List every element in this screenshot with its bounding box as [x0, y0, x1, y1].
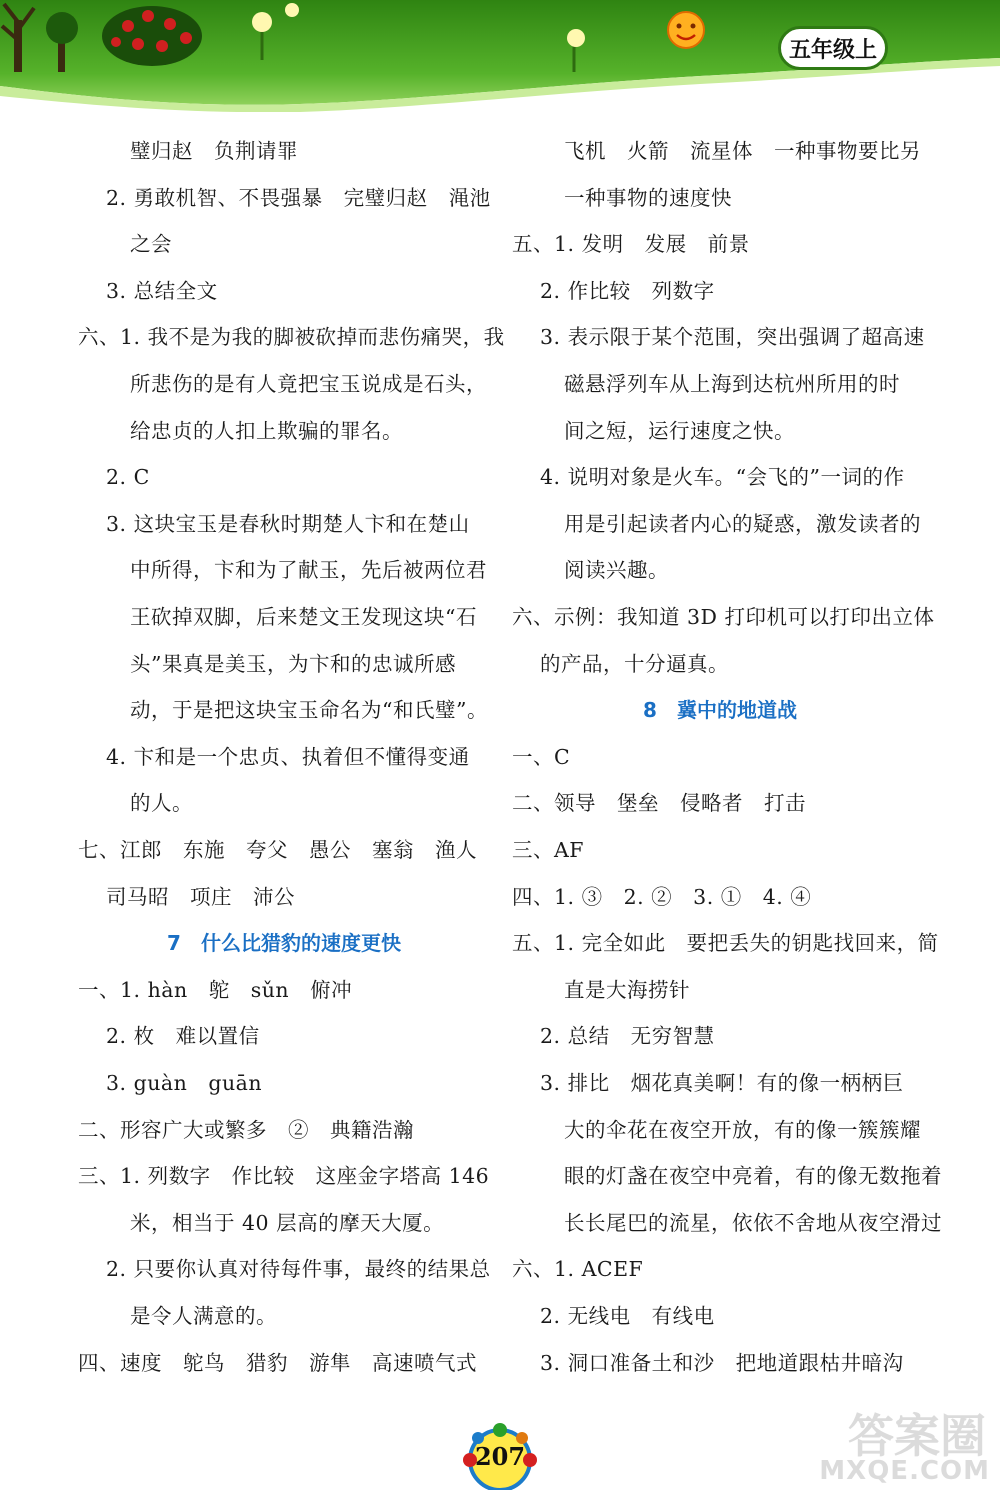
answer-line: 3. guàn guān — [106, 1071, 263, 1095]
answer-line: 中所得，卞和为了献玉，先后被两位君 — [130, 558, 487, 583]
answer-line: 七、江郎 东施 夸父 愚公 塞翁 渔人 — [78, 838, 477, 862]
header-banner — [0, 0, 1000, 112]
answer-line: 3. 总结全文 — [106, 278, 218, 303]
answer-line: 一、C — [512, 744, 571, 769]
answer-line: 阅读兴趣。 — [564, 558, 669, 583]
answer-line: 用是引起读者内心的疑惑，激发读者的 — [564, 511, 921, 536]
answer-line: 2. 作比较 列数字 — [540, 278, 715, 303]
answer-line: 王砍掉双脚，后来楚文王发现这块“石 — [130, 605, 477, 629]
answer-line: 之会 — [130, 232, 172, 257]
answer-line: 动，于是把这块宝玉命名为“和氏璧”。 — [130, 698, 488, 723]
answer-line: 3. 洞口准备土和沙 把地道跟枯井暗沟 — [540, 1350, 904, 1375]
answer-line: 三、AF — [512, 838, 585, 862]
answer-line: 三、1. 列数字 作比较 这座金字塔高 146 — [78, 1164, 490, 1189]
page-number-badge — [448, 1420, 552, 1490]
watermark — [800, 1400, 990, 1490]
section-heading: 什么比猎豹的速度更快 — [200, 931, 401, 956]
answer-line: 二、形容广大或繁多 ② 典籍浩瀚 — [78, 1117, 414, 1142]
answer-line: 4. 说明对象是火车。“会飞的”一词的作 — [540, 465, 905, 490]
answer-line: 六、示例：我知道 3D 打印机可以打印出立体 — [512, 605, 935, 629]
answer-line: 六、1. 我不是为我的脚被砍掉而悲伤痛哭，我 — [78, 325, 505, 350]
answer-line: 3. 这块宝玉是春秋时期楚人卞和在楚山 — [106, 511, 470, 536]
watermark-url: MXQE.COM — [819, 1456, 990, 1486]
answer-line: 一种事物的速度快 — [564, 185, 732, 210]
answer-line: 司马昭 项庄 沛公 — [106, 884, 295, 909]
answer-line: 2. C — [106, 465, 150, 490]
answer-line: 3. 表示限于某个范围，突出强调了超高速 — [540, 325, 925, 350]
answer-line: 的人。 — [130, 791, 193, 816]
answer-line: 2. 枚 难以置信 — [106, 1024, 260, 1049]
sun-face-icon — [668, 12, 704, 48]
tree-icon — [102, 6, 202, 66]
answer-line: 五、1. 发明 发展 前景 — [512, 232, 750, 257]
answer-line: 2. 勇敢机智、不畏强暴 完璧归赵 渑池 — [106, 185, 491, 210]
answer-line: 璧归赵 负荆请罪 — [130, 139, 298, 163]
page-number: 207 — [474, 1442, 526, 1471]
answer-line: 直是大海捞针 — [564, 977, 690, 1002]
answer-line: 2. 总结 无穷智慧 — [540, 1024, 715, 1049]
answer-line: 2. 只要你认真对待每件事，最终的结果总 — [106, 1257, 491, 1282]
answer-line: 四、1. ③ 2. ② 3. ① 4. ④ — [512, 884, 812, 909]
answer-line: 六、1. ACEF — [512, 1257, 644, 1282]
answer-line: 2. 无线电 有线电 — [540, 1304, 715, 1328]
answer-line: 米，相当于 40 层高的摩天大厦。 — [130, 1210, 445, 1235]
answer-line: 飞机 火箭 流星体 一种事物要比另 — [564, 139, 921, 163]
section-title — [78, 928, 490, 958]
grade-badge: 五年级上 — [778, 26, 888, 70]
answer-line: 大的伞花在夜空开放，有的像一簇簇耀 — [564, 1117, 921, 1142]
answer-line: 3. 排比 烟花真美啊！有的像一柄柄巨 — [540, 1071, 904, 1095]
answer-line: 4. 卞和是一个忠贞、执着但不懂得变通 — [106, 744, 470, 769]
answer-line: 的产品，十分逼真。 — [540, 651, 729, 676]
answer-line: 所悲伤的是有人竟把宝玉说成是石头， — [130, 372, 487, 396]
watermark-logo: 答案圈 — [848, 1409, 986, 1463]
answer-line: 二、领导 堡垒 侵略者 打击 — [512, 791, 806, 816]
answer-line: 眼的灯盏在夜空中亮着，有的像无数拖着 — [564, 1164, 942, 1189]
answer-line: 是令人满意的。 — [130, 1304, 277, 1328]
answer-line: 间之短，运行速度之快。 — [564, 418, 795, 443]
section-title — [512, 695, 928, 725]
section-number: 7 — [167, 931, 181, 956]
answer-line: 长长尾巴的流星，依依不舍地从夜空滑过 — [564, 1210, 942, 1235]
answer-line: 五、1. 完全如此 要把丢失的钥匙找回来，简 — [512, 931, 939, 956]
answer-line: 给忠贞的人扣上欺骗的罪名。 — [130, 418, 403, 443]
section-heading: 冀中的地道战 — [676, 698, 797, 723]
section-number: 8 — [643, 698, 657, 723]
answer-line: 四、速度 鸵鸟 猎豹 游隼 高速喷气式 — [78, 1350, 477, 1375]
answer-line: 头”果真是美玉，为卞和的忠诚所感 — [130, 651, 456, 676]
answer-line: 一、1. hàn 鸵 sǔn 俯冲 — [78, 977, 353, 1002]
answer-line: 磁悬浮列车从上海到达杭州所用的时 — [564, 372, 900, 396]
